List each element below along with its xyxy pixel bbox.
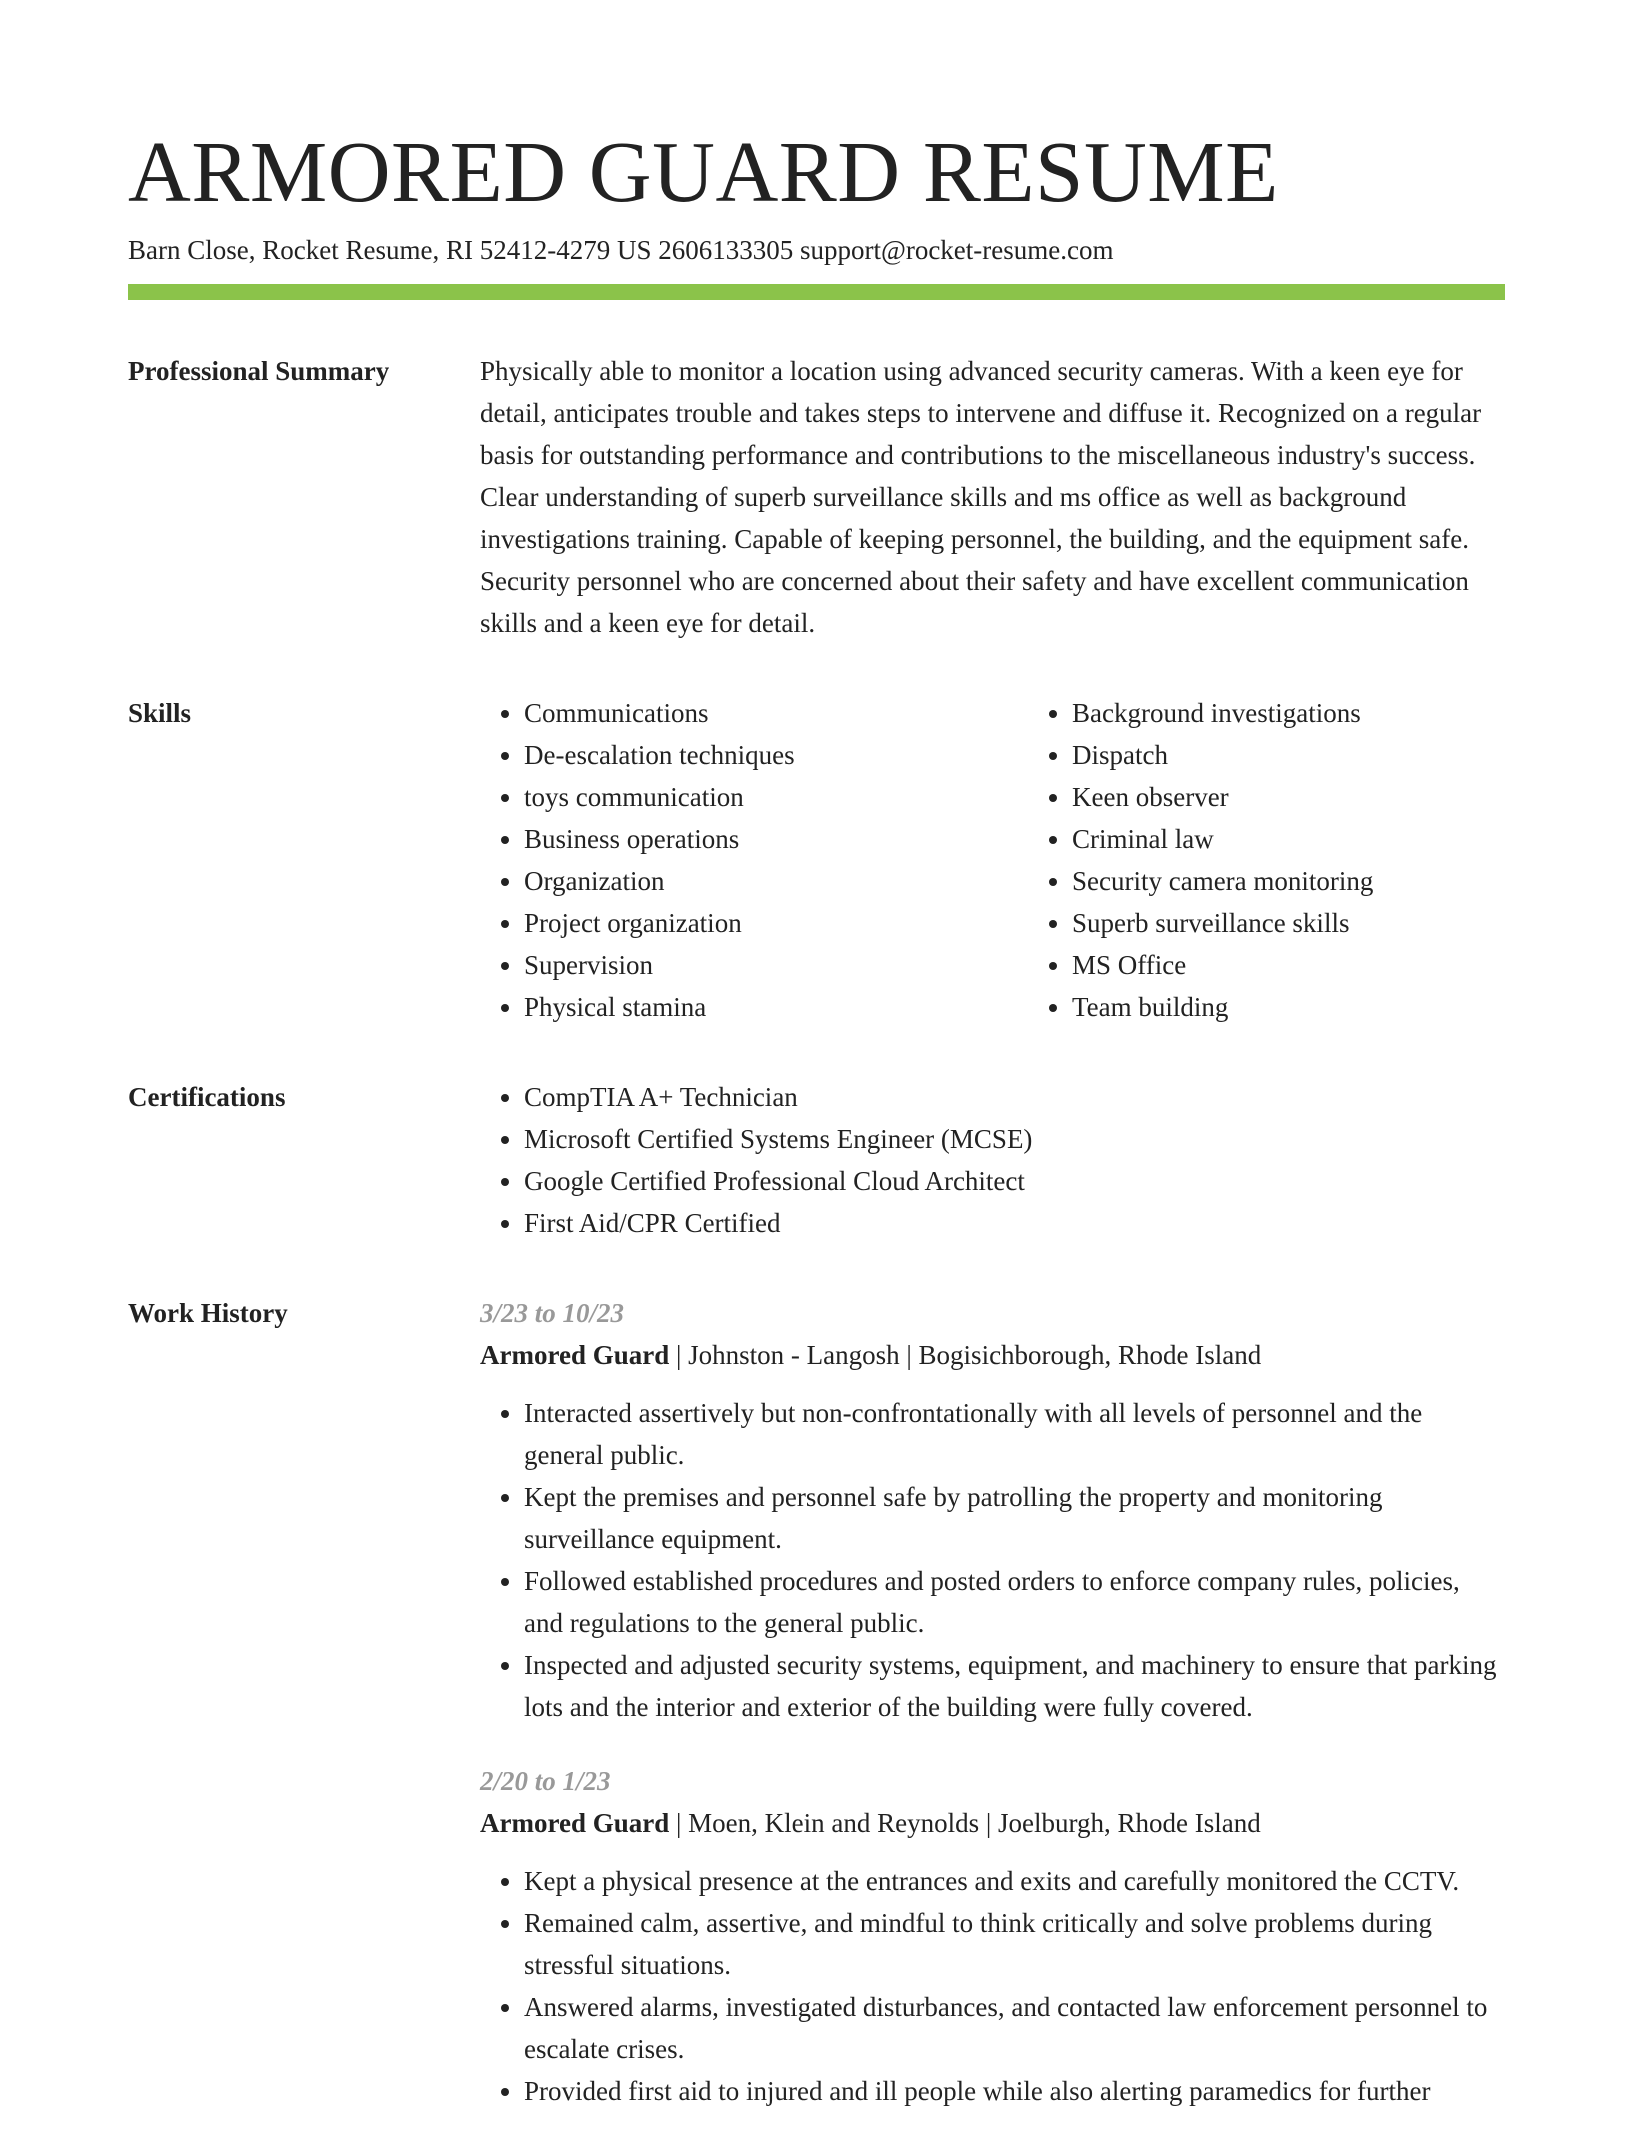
certifications-content xyxy=(480,1076,1505,1244)
skill-item: • Project organization xyxy=(524,902,1028,944)
job-bullet: • Provided first aid to injured and ill people while also alerting paramedics for further xyxy=(524,2070,1505,2112)
job-bullet: • Answered alarms, investigated disturbances, and contacted law enforcement personnel to escalate crises. xyxy=(524,1986,1505,2070)
job-bullets xyxy=(480,1392,1505,1728)
skill-item: • Superb surveillance skills xyxy=(1072,902,1572,944)
skills-grid xyxy=(480,692,1572,1028)
job-bullet: • Kept the premises and personnel safe by patrolling the property and monitoring surveillance equipment. xyxy=(524,1476,1505,1560)
skill-item: • Background investigations xyxy=(1072,692,1572,734)
skill-item: • Team building xyxy=(1072,986,1572,1028)
certification-item: • CompTIA A+ Technician xyxy=(524,1076,1505,1118)
skill-item: • Criminal law xyxy=(1072,818,1572,860)
skill-item: • Security camera monitoring xyxy=(1072,860,1572,902)
job-details: | Moen, Klein and Reynolds | Joelburgh, Rhode Island xyxy=(669,1808,1261,1838)
job-bullet: • Inspected and adjusted security systems, equipment, and machinery to ensure that parking lots and the interior and exterior of the building were fully covered. xyxy=(524,1644,1505,1728)
certification-item: • First Aid/CPR Certified xyxy=(524,1202,1505,1244)
skills-section xyxy=(128,692,1505,1028)
job-bullets xyxy=(480,1860,1505,2112)
skill-item: • Business operations xyxy=(524,818,1028,860)
job-heading xyxy=(480,1802,1505,1844)
certification-item: • Microsoft Certified Systems Engineer (MCSE) xyxy=(524,1118,1505,1160)
skill-item: • De-escalation techniques xyxy=(524,734,1028,776)
job-dates: 2/20 to 1/23 xyxy=(480,1766,611,1796)
job-entry xyxy=(480,1760,1505,2112)
certifications-section xyxy=(128,1076,1505,1244)
job-bullet: • Kept a physical presence at the entrances and exits and carefully monitored the CCTV. xyxy=(524,1860,1505,1902)
certification-item: • Google Certified Professional Cloud Architect xyxy=(524,1160,1505,1202)
certifications-label: Certifications xyxy=(128,1082,286,1112)
job-title: Armored Guard xyxy=(480,1340,670,1370)
job-heading xyxy=(480,1334,1505,1376)
header-divider xyxy=(128,284,1505,300)
skills-list-right xyxy=(1028,692,1572,1028)
skill-item: • Organization xyxy=(524,860,1028,902)
skill-item: • MS Office xyxy=(1072,944,1572,986)
skills-label: Skills xyxy=(128,698,192,728)
resume-title: ARMORED GUARD RESUME xyxy=(128,123,1279,220)
summary-section xyxy=(128,350,1505,644)
work-history-content xyxy=(480,1292,1505,2144)
skill-item: • Physical stamina xyxy=(524,986,1028,1028)
job-bullet: • Interacted assertively but non-confrontationally with all levels of personnel and the general public. xyxy=(524,1392,1505,1476)
job-bullet: • Followed established procedures and posted orders to enforce company rules, policies, and regulations to the general public. xyxy=(524,1560,1505,1644)
certifications-list xyxy=(480,1076,1505,1244)
skill-item: • Communications xyxy=(524,692,1028,734)
skill-item: • toys communication xyxy=(524,776,1028,818)
summary-label: Professional Summary xyxy=(128,356,390,386)
job-dates: 3/23 to 10/23 xyxy=(480,1298,625,1328)
summary-content xyxy=(480,350,1505,644)
job-entry xyxy=(480,1292,1505,1728)
skills-list-left xyxy=(480,692,1028,1028)
work-history-section xyxy=(128,1292,1505,2144)
work-history-label: Work History xyxy=(128,1298,288,1328)
job-bullet: • Remained calm, assertive, and mindful to think critically and solve problems during stressful situations. xyxy=(524,1902,1505,1986)
skill-item: • Keen observer xyxy=(1072,776,1572,818)
summary-text: Physically able to monitor a location using advanced security cameras. With a keen eye for detail, anticipates trouble and takes steps to intervene and diffuse it. Recognized on a regular basis for outstanding performance and contributions to the miscellaneous industry's success. Clear understanding of superb surveillance skills and ms office as well as background investigations training. Capable of keeping personnel, the building, and the equipment safe. Security personnel who are concerned about their safety and have excellent communication skills and a keen eye for detail. xyxy=(480,356,1482,638)
contact-email: support@rocket-resume.com xyxy=(799,235,1114,265)
job-details: | Johnston - Langosh | Bogisichborough, Rhode Island xyxy=(669,1340,1262,1370)
skill-item: • Supervision xyxy=(524,944,1028,986)
resume-page xyxy=(128,124,1505,2144)
contact-phone: 2606133305 xyxy=(658,235,794,265)
contact-address: Barn Close, Rocket Resume, RI 52412-4279 US xyxy=(128,235,652,265)
skill-item: • Dispatch xyxy=(1072,734,1572,776)
job-title: Armored Guard xyxy=(480,1808,670,1838)
contact-line xyxy=(128,232,1505,268)
